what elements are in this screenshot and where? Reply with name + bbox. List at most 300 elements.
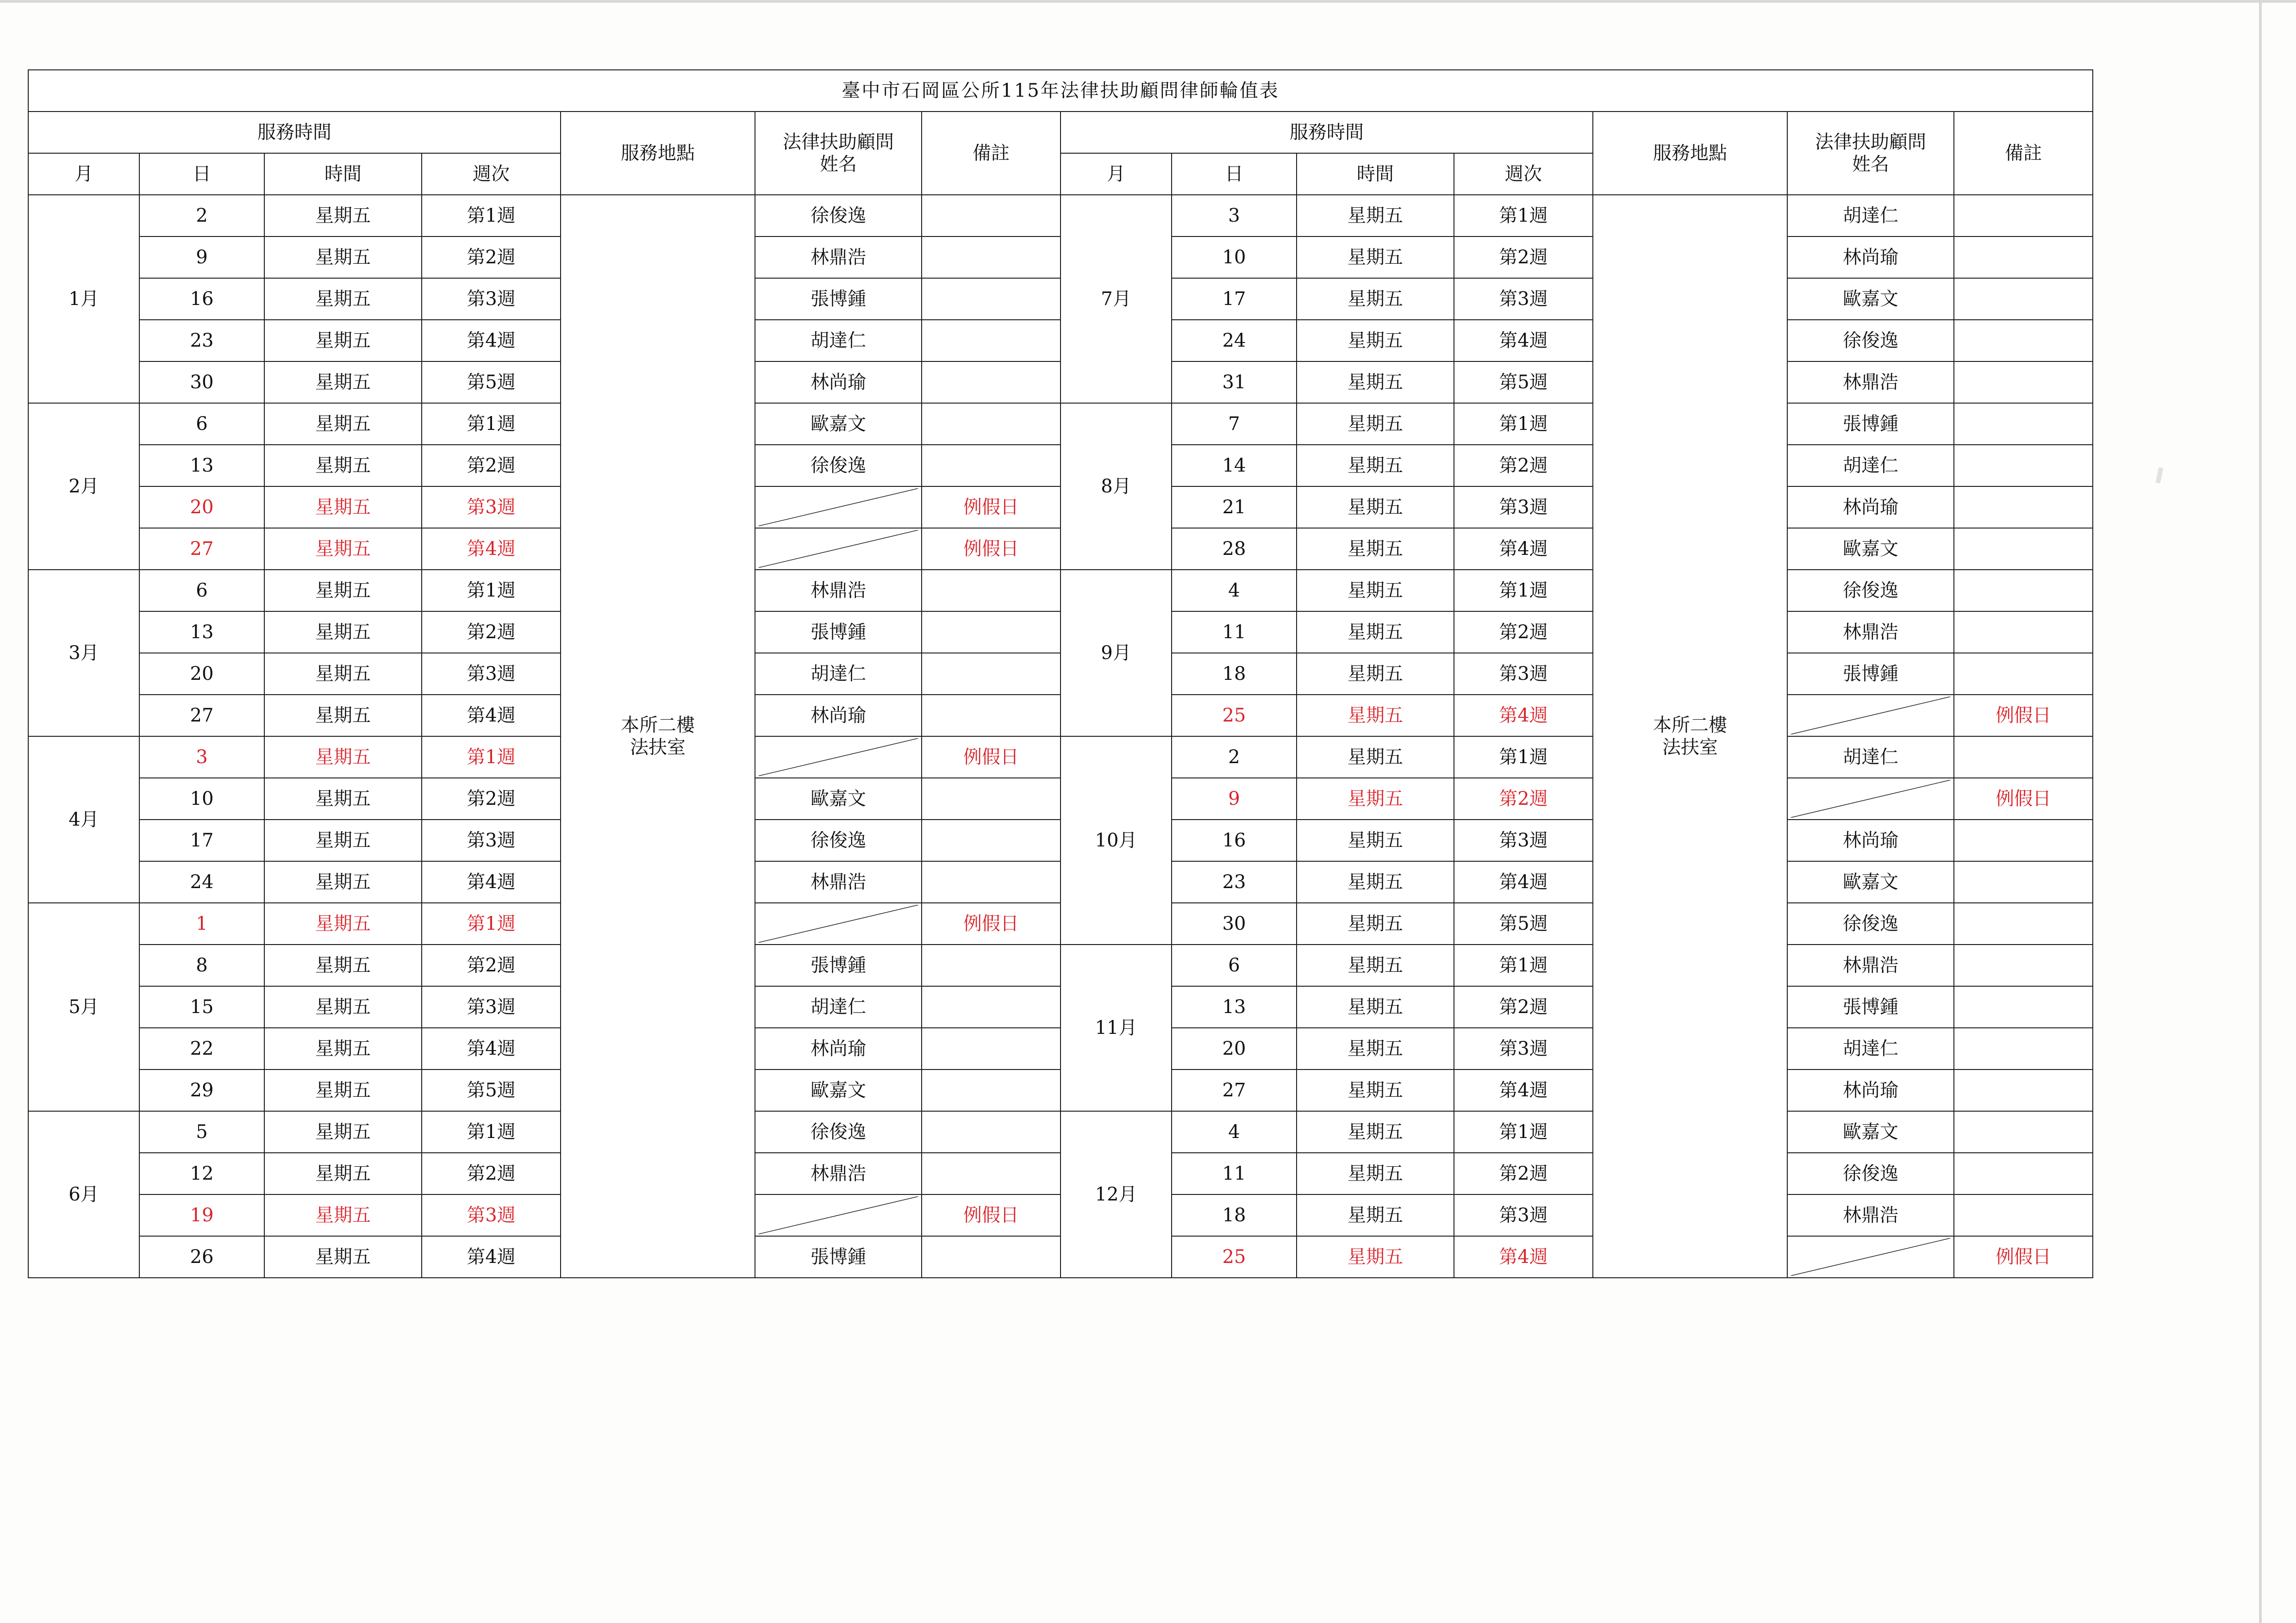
week-order-cell-left: 第1週 [422, 570, 561, 611]
week-order-cell-left: 第2週 [422, 236, 561, 278]
remark-cell-right [1954, 361, 2093, 403]
weekday-cell-left: 星期五 [264, 1070, 422, 1111]
remark-cell-left [922, 236, 1061, 278]
weekday-cell-right: 星期五 [1297, 820, 1454, 861]
day-cell-right: 3 [1172, 195, 1297, 236]
weekday-cell-left: 星期五 [264, 986, 422, 1028]
header-month-left: 月 [28, 153, 139, 195]
weekday-cell-right: 星期五 [1297, 278, 1454, 320]
remark-cell-left [922, 570, 1061, 611]
remark-cell-left [922, 445, 1061, 486]
week-order-cell-left: 第3週 [422, 820, 561, 861]
month-cell-left: 6月 [28, 1111, 139, 1278]
weekday-cell-left: 星期五 [264, 361, 422, 403]
remark-cell-right [1954, 903, 2093, 945]
remark-cell-left [922, 403, 1061, 445]
week-order-cell-right: 第4週 [1454, 528, 1593, 570]
remark-cell-right: 例假日 [1954, 1236, 2093, 1278]
remark-cell-left [922, 1111, 1061, 1153]
week-order-cell-left: 第4週 [422, 861, 561, 903]
weekday-cell-right: 星期五 [1297, 945, 1454, 986]
day-cell-left: 22 [139, 1028, 264, 1070]
month-cell-left: 2月 [28, 403, 139, 570]
month-cell-left: 5月 [28, 903, 139, 1111]
header-row-1 [28, 112, 2093, 153]
header-lawyer-right [1787, 112, 1954, 195]
day-cell-left: 30 [139, 361, 264, 403]
weekday-cell-left: 星期五 [264, 653, 422, 695]
place-line2-right: 法扶室 [1662, 737, 1718, 758]
lawyer-cell-left: 徐俊逸 [755, 195, 922, 236]
weekday-cell-left: 星期五 [264, 945, 422, 986]
month-cell-left: 4月 [28, 736, 139, 903]
remark-cell-right [1954, 486, 2093, 528]
weekday-cell-right: 星期五 [1297, 1070, 1454, 1111]
weekday-cell-right: 星期五 [1297, 653, 1454, 695]
remark-cell-right [1954, 1153, 2093, 1194]
day-cell-left: 2 [139, 195, 264, 236]
header-lawyer-left [755, 112, 922, 195]
weekday-cell-right: 星期五 [1297, 611, 1454, 653]
scan-speck [2156, 467, 2164, 483]
lawyer-cell-empty-right [1787, 778, 1954, 820]
month-cell-right: 8月 [1061, 403, 1172, 570]
header-service-time-left: 服務時間 [28, 112, 561, 153]
day-cell-left: 6 [139, 403, 264, 445]
remark-cell-left: 例假日 [922, 736, 1061, 778]
day-cell-right: 30 [1172, 903, 1297, 945]
lawyer-cell-right: 張博鍾 [1787, 653, 1954, 695]
header-day-right: 日 [1172, 153, 1297, 195]
lawyer-cell-left: 張博鍾 [755, 278, 922, 320]
header-place-right: 服務地點 [1593, 112, 1787, 195]
lawyer-cell-right: 林尚瑜 [1787, 1070, 1954, 1111]
week-order-cell-right: 第4週 [1454, 1070, 1593, 1111]
remark-cell-left [922, 195, 1061, 236]
week-order-cell-right: 第3週 [1454, 653, 1593, 695]
weekday-cell-right: 星期五 [1297, 986, 1454, 1028]
place-cell-right [1593, 195, 1787, 1278]
lawyer-cell-empty-left [755, 903, 922, 945]
weekday-cell-right: 星期五 [1297, 903, 1454, 945]
day-cell-right: 7 [1172, 403, 1297, 445]
week-order-cell-right: 第1週 [1454, 195, 1593, 236]
lawyer-cell-right: 林鼎浩 [1787, 945, 1954, 986]
lawyer-cell-left: 胡達仁 [755, 320, 922, 361]
header-day-left: 日 [139, 153, 264, 195]
lawyer-cell-left: 林尚瑜 [755, 695, 922, 736]
lawyer-cell-left: 胡達仁 [755, 986, 922, 1028]
weekday-cell-left: 星期五 [264, 195, 422, 236]
lawyer-cell-right: 胡達仁 [1787, 445, 1954, 486]
remark-cell-right [1954, 611, 2093, 653]
remark-cell-left [922, 1070, 1061, 1111]
weekday-cell-right: 星期五 [1297, 361, 1454, 403]
week-order-cell-right: 第5週 [1454, 361, 1593, 403]
week-order-cell-right: 第2週 [1454, 445, 1593, 486]
day-cell-right: 21 [1172, 486, 1297, 528]
day-cell-left: 13 [139, 611, 264, 653]
header-service-time-right: 服務時間 [1061, 112, 1593, 153]
lawyer-cell-empty-right [1787, 695, 1954, 736]
day-cell-right: 20 [1172, 1028, 1297, 1070]
day-cell-right: 4 [1172, 1111, 1297, 1153]
month-cell-right: 9月 [1061, 570, 1172, 736]
week-order-cell-right: 第1週 [1454, 403, 1593, 445]
lawyer-cell-left: 林尚瑜 [755, 1028, 922, 1070]
remark-cell-right [1954, 986, 2093, 1028]
remark-cell-right [1954, 1028, 2093, 1070]
week-order-cell-left: 第3週 [422, 1194, 561, 1236]
remark-cell-left [922, 1236, 1061, 1278]
weekday-cell-left: 星期五 [264, 486, 422, 528]
week-order-cell-right: 第3週 [1454, 820, 1593, 861]
week-order-cell-left: 第5週 [422, 1070, 561, 1111]
lawyer-cell-right: 歐嘉文 [1787, 278, 1954, 320]
remark-cell-right [1954, 653, 2093, 695]
weekday-cell-right: 星期五 [1297, 1028, 1454, 1070]
lawyer-cell-right: 林尚瑜 [1787, 820, 1954, 861]
remark-cell-right [1954, 445, 2093, 486]
remark-cell-right [1954, 236, 2093, 278]
remark-cell-left [922, 945, 1061, 986]
weekday-cell-left: 星期五 [264, 778, 422, 820]
week-order-cell-left: 第3週 [422, 278, 561, 320]
day-cell-left: 16 [139, 278, 264, 320]
weekday-cell-left: 星期五 [264, 1153, 422, 1194]
week-order-cell-right: 第4週 [1454, 320, 1593, 361]
place-line1-right: 本所二樓 [1653, 715, 1727, 736]
week-order-cell-left: 第1週 [422, 1111, 561, 1153]
week-order-cell-left: 第4週 [422, 695, 561, 736]
day-cell-left: 10 [139, 778, 264, 820]
week-order-cell-left: 第4週 [422, 1028, 561, 1070]
day-cell-left: 13 [139, 445, 264, 486]
lawyer-cell-right: 歐嘉文 [1787, 1111, 1954, 1153]
weekday-cell-left: 星期五 [264, 1028, 422, 1070]
month-cell-right: 12月 [1061, 1111, 1172, 1278]
remark-cell-left [922, 778, 1061, 820]
weekday-cell-right: 星期五 [1297, 695, 1454, 736]
header-week-right: 週次 [1454, 153, 1593, 195]
day-cell-left: 26 [139, 1236, 264, 1278]
day-cell-right: 31 [1172, 361, 1297, 403]
weekday-cell-left: 星期五 [264, 570, 422, 611]
place-cell-left [561, 195, 755, 1278]
lawyer-cell-left: 林鼎浩 [755, 570, 922, 611]
day-cell-right: 25 [1172, 695, 1297, 736]
day-cell-right: 2 [1172, 736, 1297, 778]
day-cell-left: 3 [139, 736, 264, 778]
weekday-cell-right: 星期五 [1297, 570, 1454, 611]
weekday-cell-left: 星期五 [264, 1236, 422, 1278]
lawyer-cell-left: 林鼎浩 [755, 1153, 922, 1194]
weekday-cell-left: 星期五 [264, 1111, 422, 1153]
page-edge-top [0, 0, 2296, 3]
weekday-cell-right: 星期五 [1297, 403, 1454, 445]
header-lawyer-line1-left: 法律扶助顧問 [783, 131, 894, 153]
remark-cell-right [1954, 1111, 2093, 1153]
day-cell-left: 23 [139, 320, 264, 361]
lawyer-cell-empty-left [755, 1194, 922, 1236]
week-order-cell-right: 第1週 [1454, 1111, 1593, 1153]
week-order-cell-left: 第5週 [422, 361, 561, 403]
week-order-cell-left: 第3週 [422, 986, 561, 1028]
lawyer-cell-left: 徐俊逸 [755, 1111, 922, 1153]
header-week-left: 週次 [422, 153, 561, 195]
title-row [28, 70, 2093, 112]
day-cell-right: 9 [1172, 778, 1297, 820]
day-cell-left: 24 [139, 861, 264, 903]
week-order-cell-left: 第3週 [422, 486, 561, 528]
lawyer-cell-right: 胡達仁 [1787, 195, 1954, 236]
day-cell-left: 17 [139, 820, 264, 861]
header-place-left: 服務地點 [561, 112, 755, 195]
lawyer-cell-empty-left [755, 736, 922, 778]
lawyer-cell-right: 林鼎浩 [1787, 361, 1954, 403]
day-cell-right: 4 [1172, 570, 1297, 611]
week-order-cell-left: 第1週 [422, 195, 561, 236]
day-cell-right: 11 [1172, 611, 1297, 653]
month-cell-left: 3月 [28, 570, 139, 736]
remark-cell-right [1954, 278, 2093, 320]
day-cell-left: 12 [139, 1153, 264, 1194]
week-order-cell-right: 第3週 [1454, 1194, 1593, 1236]
lawyer-cell-right: 林尚瑜 [1787, 236, 1954, 278]
lawyer-cell-right: 張博鍾 [1787, 986, 1954, 1028]
weekday-cell-right: 星期五 [1297, 1194, 1454, 1236]
month-cell-right: 10月 [1061, 736, 1172, 945]
lawyer-cell-right: 林尚瑜 [1787, 486, 1954, 528]
day-cell-right: 6 [1172, 945, 1297, 986]
day-cell-right: 18 [1172, 1194, 1297, 1236]
remark-cell-right [1954, 1070, 2093, 1111]
day-cell-right: 10 [1172, 236, 1297, 278]
weekday-cell-right: 星期五 [1297, 778, 1454, 820]
lawyer-cell-left: 歐嘉文 [755, 1070, 922, 1111]
remark-cell-left [922, 1028, 1061, 1070]
remark-cell-left [922, 1153, 1061, 1194]
week-order-cell-right: 第2週 [1454, 236, 1593, 278]
lawyer-cell-right: 林鼎浩 [1787, 1194, 1954, 1236]
lawyer-cell-right: 徐俊逸 [1787, 1153, 1954, 1194]
lawyer-cell-left: 歐嘉文 [755, 403, 922, 445]
remark-cell-left [922, 820, 1061, 861]
remark-cell-left [922, 611, 1061, 653]
month-cell-right: 11月 [1061, 945, 1172, 1111]
weekday-cell-right: 星期五 [1297, 1111, 1454, 1153]
remark-cell-right: 例假日 [1954, 695, 2093, 736]
week-order-cell-left: 第3週 [422, 653, 561, 695]
week-order-cell-left: 第2週 [422, 445, 561, 486]
day-cell-right: 18 [1172, 653, 1297, 695]
lawyer-cell-left: 林鼎浩 [755, 861, 922, 903]
month-cell-right: 7月 [1061, 195, 1172, 403]
week-order-cell-right: 第4週 [1454, 861, 1593, 903]
weekday-cell-right: 星期五 [1297, 236, 1454, 278]
weekday-cell-right: 星期五 [1297, 195, 1454, 236]
weekday-cell-left: 星期五 [264, 903, 422, 945]
lawyer-cell-left: 張博鍾 [755, 611, 922, 653]
weekday-cell-left: 星期五 [264, 445, 422, 486]
lawyer-cell-right: 林鼎浩 [1787, 611, 1954, 653]
lawyer-cell-right: 歐嘉文 [1787, 861, 1954, 903]
week-order-cell-left: 第2週 [422, 611, 561, 653]
week-order-cell-left: 第4週 [422, 1236, 561, 1278]
header-remark-left: 備註 [922, 112, 1061, 195]
day-cell-right: 23 [1172, 861, 1297, 903]
lawyer-cell-left: 徐俊逸 [755, 820, 922, 861]
week-order-cell-right: 第2週 [1454, 986, 1593, 1028]
schedule-sheet [28, 69, 2052, 1278]
day-cell-right: 13 [1172, 986, 1297, 1028]
lawyer-cell-right: 歐嘉文 [1787, 528, 1954, 570]
lawyer-cell-left: 林鼎浩 [755, 236, 922, 278]
remark-cell-left: 例假日 [922, 486, 1061, 528]
day-cell-left: 5 [139, 1111, 264, 1153]
day-cell-right: 14 [1172, 445, 1297, 486]
remark-cell-left [922, 986, 1061, 1028]
header-lawyer-line2-left: 姓名 [820, 154, 857, 175]
week-order-cell-right: 第1週 [1454, 736, 1593, 778]
remark-cell-right [1954, 820, 2093, 861]
lawyer-cell-empty-right [1787, 1236, 1954, 1278]
week-order-cell-left: 第2週 [422, 778, 561, 820]
lawyer-cell-empty-left [755, 486, 922, 528]
week-order-cell-right: 第2週 [1454, 611, 1593, 653]
day-cell-right: 28 [1172, 528, 1297, 570]
lawyer-cell-left: 徐俊逸 [755, 445, 922, 486]
weekday-cell-right: 星期五 [1297, 445, 1454, 486]
remark-cell-right [1954, 403, 2093, 445]
day-cell-left: 6 [139, 570, 264, 611]
lawyer-cell-right: 徐俊逸 [1787, 570, 1954, 611]
header-month-right: 月 [1061, 153, 1172, 195]
week-order-cell-left: 第1週 [422, 403, 561, 445]
week-order-cell-left: 第4週 [422, 528, 561, 570]
week-order-cell-left: 第2週 [422, 945, 561, 986]
week-order-cell-right: 第1週 [1454, 945, 1593, 986]
week-order-cell-right: 第3週 [1454, 486, 1593, 528]
day-cell-right: 24 [1172, 320, 1297, 361]
weekday-cell-left: 星期五 [264, 278, 422, 320]
remark-cell-left [922, 695, 1061, 736]
weekday-cell-left: 星期五 [264, 736, 422, 778]
place-line2-left: 法扶室 [630, 737, 686, 758]
weekday-cell-left: 星期五 [264, 403, 422, 445]
day-cell-left: 27 [139, 695, 264, 736]
weekday-cell-right: 星期五 [1297, 528, 1454, 570]
week-order-cell-left: 第1週 [422, 736, 561, 778]
weekday-cell-left: 星期五 [264, 236, 422, 278]
remark-cell-left [922, 861, 1061, 903]
lawyer-cell-right: 徐俊逸 [1787, 320, 1954, 361]
remark-cell-left: 例假日 [922, 528, 1061, 570]
week-order-cell-right: 第2週 [1454, 778, 1593, 820]
day-cell-left: 29 [139, 1070, 264, 1111]
remark-cell-left [922, 361, 1061, 403]
duty-roster-table [28, 69, 2093, 1278]
day-cell-right: 11 [1172, 1153, 1297, 1194]
weekday-cell-right: 星期五 [1297, 861, 1454, 903]
weekday-cell-left: 星期五 [264, 695, 422, 736]
weekday-cell-left: 星期五 [264, 1194, 422, 1236]
header-lawyer-line2-right: 姓名 [1852, 154, 1889, 175]
day-cell-right: 25 [1172, 1236, 1297, 1278]
lawyer-cell-left: 歐嘉文 [755, 778, 922, 820]
remark-cell-right [1954, 736, 2093, 778]
day-cell-left: 20 [139, 486, 264, 528]
weekday-cell-left: 星期五 [264, 861, 422, 903]
weekday-cell-left: 星期五 [264, 528, 422, 570]
day-cell-right: 17 [1172, 278, 1297, 320]
day-cell-left: 27 [139, 528, 264, 570]
day-cell-left: 15 [139, 986, 264, 1028]
lawyer-cell-left: 張博鍾 [755, 1236, 922, 1278]
week-order-cell-right: 第4週 [1454, 1236, 1593, 1278]
day-cell-left: 8 [139, 945, 264, 986]
week-order-cell-right: 第3週 [1454, 1028, 1593, 1070]
remark-cell-right [1954, 320, 2093, 361]
lawyer-cell-empty-left [755, 528, 922, 570]
week-order-cell-right: 第2週 [1454, 1153, 1593, 1194]
weekday-cell-right: 星期五 [1297, 1153, 1454, 1194]
header-time-left: 時間 [264, 153, 422, 195]
remark-cell-right [1954, 195, 2093, 236]
page-title: 臺中市石岡區公所115年法律扶助顧問律師輪值表 [28, 70, 2093, 112]
day-cell-left: 19 [139, 1194, 264, 1236]
week-order-cell-right: 第3週 [1454, 278, 1593, 320]
remark-cell-left [922, 320, 1061, 361]
week-order-cell-left: 第2週 [422, 1153, 561, 1194]
day-cell-right: 16 [1172, 820, 1297, 861]
remark-cell-left [922, 653, 1061, 695]
remark-cell-left [922, 278, 1061, 320]
lawyer-cell-left: 張博鍾 [755, 945, 922, 986]
weekday-cell-left: 星期五 [264, 320, 422, 361]
week-order-cell-left: 第4週 [422, 320, 561, 361]
remark-cell-left: 例假日 [922, 903, 1061, 945]
remark-cell-right [1954, 861, 2093, 903]
weekday-cell-right: 星期五 [1297, 486, 1454, 528]
remark-cell-right [1954, 570, 2093, 611]
day-cell-right: 27 [1172, 1070, 1297, 1111]
header-remark-right: 備註 [1954, 112, 2093, 195]
remark-cell-right [1954, 528, 2093, 570]
weekday-cell-left: 星期五 [264, 611, 422, 653]
remark-cell-left: 例假日 [922, 1194, 1061, 1236]
lawyer-cell-right: 張博鍾 [1787, 403, 1954, 445]
header-lawyer-line1-right: 法律扶助顧問 [1815, 131, 1926, 153]
lawyer-cell-right: 胡達仁 [1787, 1028, 1954, 1070]
week-order-cell-right: 第4週 [1454, 695, 1593, 736]
week-order-cell-right: 第1週 [1454, 570, 1593, 611]
table-row [28, 195, 2093, 236]
remark-cell-right [1954, 1194, 2093, 1236]
weekday-cell-right: 星期五 [1297, 1236, 1454, 1278]
place-line1-left: 本所二樓 [621, 715, 695, 736]
lawyer-cell-right: 胡達仁 [1787, 736, 1954, 778]
remark-cell-right: 例假日 [1954, 778, 2093, 820]
remark-cell-right [1954, 945, 2093, 986]
page-edge-right [2259, 0, 2262, 1623]
day-cell-left: 1 [139, 903, 264, 945]
lawyer-cell-left: 林尚瑜 [755, 361, 922, 403]
lawyer-cell-right: 徐俊逸 [1787, 903, 1954, 945]
month-cell-left: 1月 [28, 195, 139, 403]
weekday-cell-right: 星期五 [1297, 320, 1454, 361]
day-cell-left: 20 [139, 653, 264, 695]
